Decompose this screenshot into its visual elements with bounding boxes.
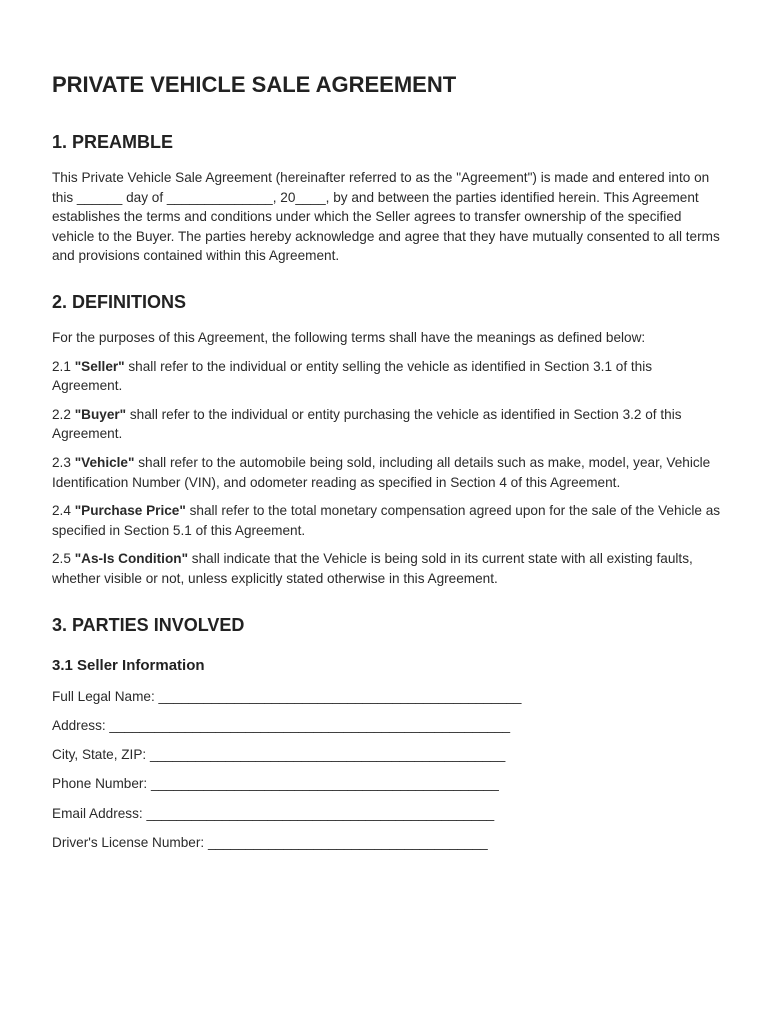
seller-info-heading: 3.1 Seller Information — [52, 656, 205, 674]
seller-address-field[interactable]: Address: _____________________________________________________ — [52, 717, 511, 733]
definition-item — [52, 549, 724, 588]
definition-term: "Purchase Price" — [74, 503, 186, 519]
preamble-heading: 1. PREAMBLE — [52, 132, 174, 152]
definition-term: "Seller" — [74, 358, 125, 374]
definition-term: "As-Is Condition" — [74, 551, 189, 567]
definition-text: shall refer to the individual or entity selling the vehicle as identified in Section 3.1 of this Agreement. — [52, 358, 653, 394]
preamble-text: This Private Vehicle Sale Agreement (hereinafter referred to as the "Agreement") is made and entered into on this ______ day of ______________, 20____, by and between the parties identified herein. This Agreement establishes the terms and conditions under which the Seller agrees to transfer ownership of the specified vehicle to the Buyer. The parties hereby acknowledge and agree that they have mutually consented to all terms and provisions contained within this Agreement. — [52, 170, 720, 264]
definitions-section — [52, 290, 724, 589]
parties-section — [52, 613, 724, 853]
seller-email-field[interactable]: Email Address: ______________________________________________ — [52, 805, 495, 821]
definition-text: shall indicate that the Vehicle is being sold in its current state with all existing faults, whether visible or not, unless explicitly stated otherwise in this Agreement. — [52, 551, 693, 586]
definition-number: 2.4 — [52, 503, 75, 519]
document-title: PRIVATE VEHICLE SALE AGREEMENT — [52, 72, 457, 97]
seller-drivers-license-field[interactable]: Driver's License Number: _____________________________________ — [52, 834, 488, 850]
seller-phone-field[interactable]: Phone Number: ______________________________________________ — [52, 776, 499, 792]
definition-number: 2.1 — [52, 358, 75, 374]
definitions-heading: 2. DEFINITIONS — [52, 291, 187, 312]
definition-number: 2.5 — [52, 551, 75, 567]
definition-item — [52, 357, 724, 396]
seller-full-name-field[interactable]: Full Legal Name: ________________________________________________ — [52, 688, 522, 704]
seller-city-state-zip-field[interactable]: City, State, ZIP: _______________________________________________ — [52, 747, 506, 763]
definition-text: shall refer to the automobile being sold, including all details such as make, model, year, Vehicle Identification Number (VIN), and odometer reading as specified in Section 4 of this Agreement. — [52, 454, 711, 490]
definition-term: "Buyer" — [74, 406, 127, 422]
document-content — [52, 70, 724, 862]
definitions-intro: For the purposes of this Agreement, the following terms shall have the meanings as defined below: — [52, 329, 646, 345]
definition-number: 2.3 — [52, 454, 75, 470]
preamble-section — [52, 130, 724, 266]
definition-item — [52, 453, 724, 492]
definition-term: "Vehicle" — [74, 454, 135, 470]
parties-heading: 3. PARTIES INVOLVED — [52, 614, 245, 635]
definition-text: shall refer to the individual or entity purchasing the vehicle as identified in Section 3.2 of this Agreement. — [52, 406, 682, 442]
definition-number: 2.2 — [52, 406, 75, 422]
definition-item — [52, 405, 724, 444]
definition-item — [52, 501, 724, 540]
definition-text: shall refer to the total monetary compensation agreed upon for the sale of the Vehicle as specified in Section 5.1 of this Agreement. — [52, 503, 721, 538]
